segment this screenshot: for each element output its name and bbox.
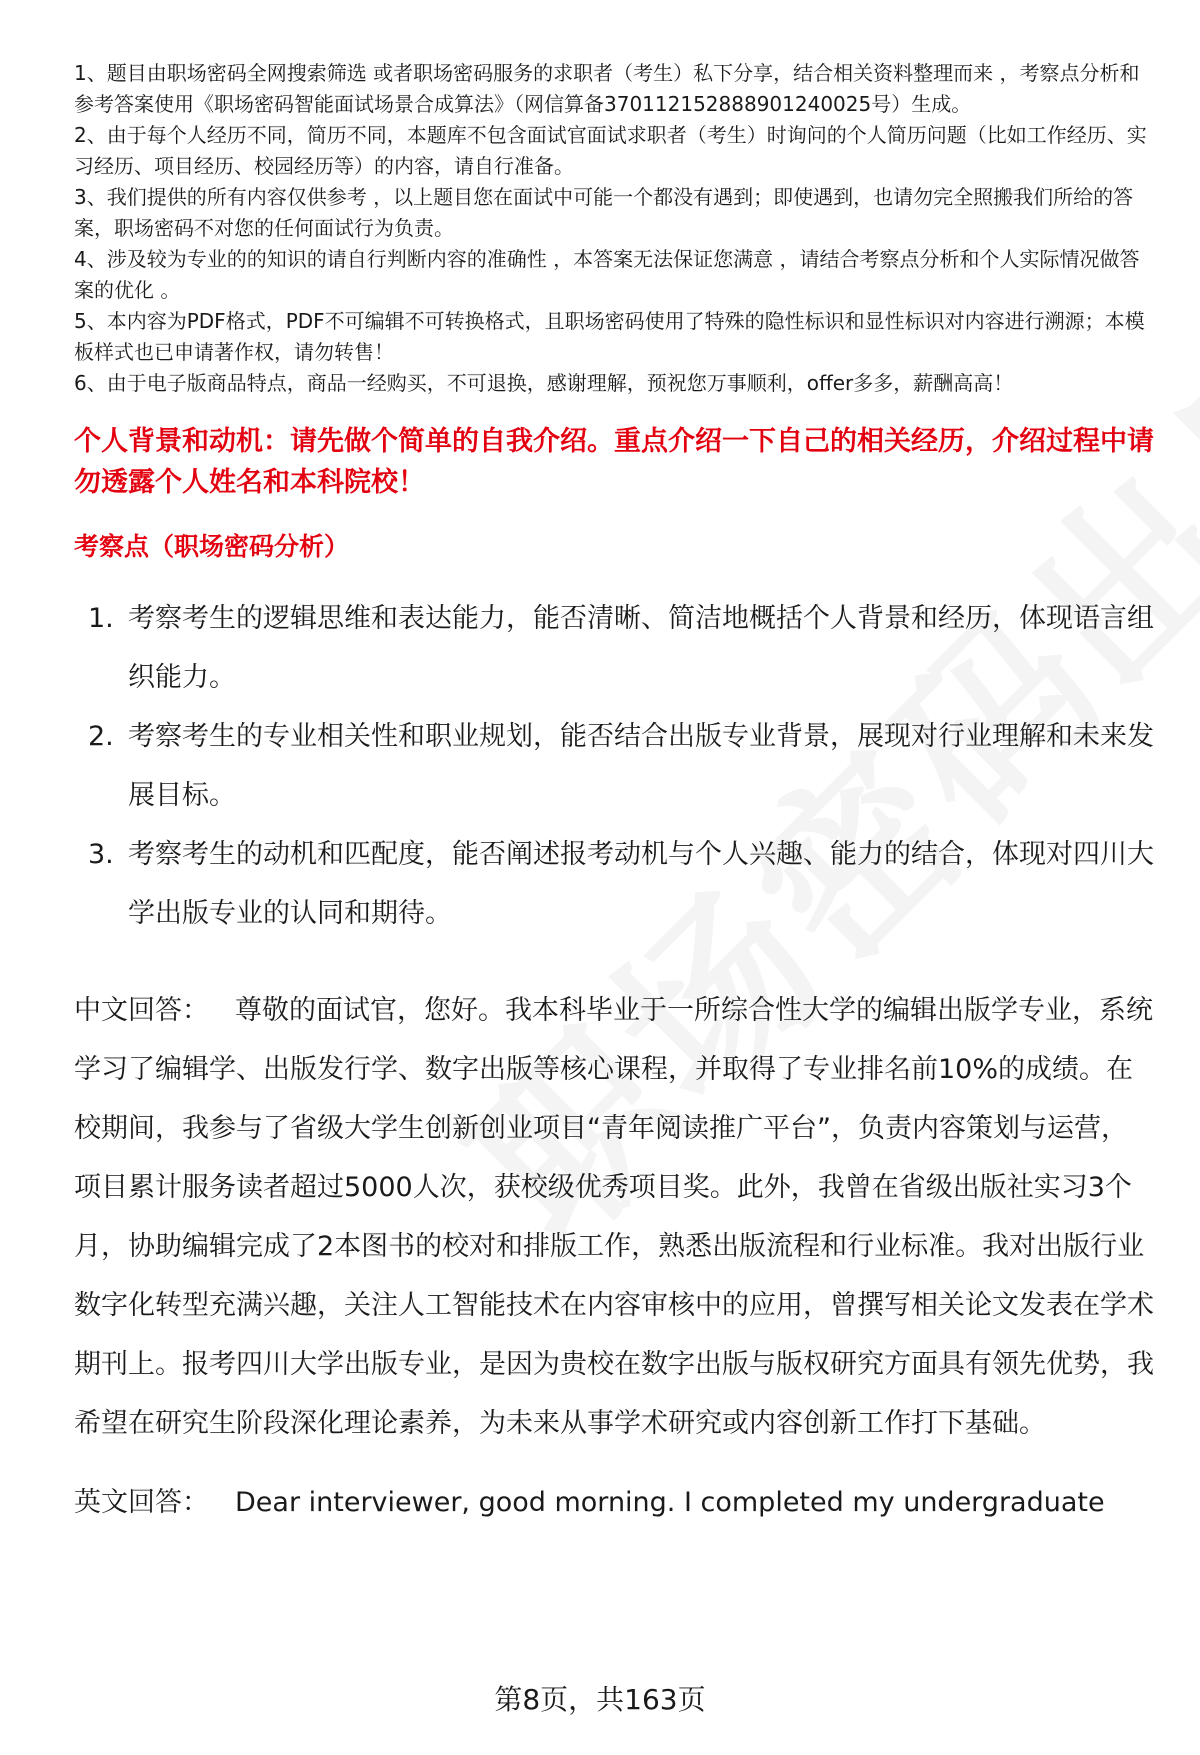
english-answer-text: Dear interviewer, good morning. I completed my undergraduate	[235, 1487, 1105, 1518]
list-item	[74, 825, 1154, 943]
chinese-answer	[74, 981, 1154, 1453]
disclaimer	[74, 58, 1154, 399]
list-number: 1.	[88, 603, 114, 634]
chinese-answer-label: 中文回答：	[74, 995, 209, 1026]
disclaimer-item: 5、本内容为PDF格式，PDF不可编辑不可转换格式，且职场密码使用了特殊的隐性标识和显性标识对内容进行溯源；本模板样式也已申请著作权，请勿转售！	[74, 309, 1145, 364]
list-item	[74, 707, 1154, 825]
section-title: 考察点（职场密码分析）	[74, 532, 350, 561]
list-number: 3.	[88, 839, 114, 870]
list-item	[74, 589, 1154, 707]
disclaimer-item: 6、由于电子版商品特点，商品一经购买，不可退换，感谢理解，预祝您万事顺利，offer多多，薪酬高高！	[74, 371, 1014, 395]
disclaimer-item: 3、我们提供的所有内容仅供参考 ，以上题目您在面试中可能一个都没有遇到；即使遇到，也请勿完全照搬我们所给的答案，职场密码不对您的任何面试行为负责。	[74, 185, 1134, 240]
list-item-text: 考察考生的逻辑思维和表达能力，能否清晰、简洁地概括个人背景和经历，体现语言组织能力。	[128, 603, 1154, 693]
list-item-text: 考察考生的动机和匹配度，能否阐述报考动机与个人兴趣、能力的结合，体现对四川大学出版专业的认同和期待。	[128, 839, 1154, 929]
chinese-answer-text: 尊敬的面试官，您好。我本科毕业于一所综合性大学的编辑出版学专业，系统学习了编辑学、出版发行学、数字出版等核心课程，并取得了专业排名前10%的成绩。在校期间，我参与了省级大学生创新创业项目“青年阅读推广平台”，负责内容策划与运营，项目累计服务读者超过5000人次，获校级优秀项目奖。此外，我曾在省级出版社实习3个月，协助编辑完成了2本图书的校对和排版工作，熟悉出版流程和行业标准。我对出版行业数字化转型充满兴趣，关注人工智能技术在内容审核中的应用，曾撰写相关论文发表在学术期刊上。报考四川大学出版专业，是因为贵校在数字出版与版权研究方面具有领先优势，我希望在研究生阶段深化理论素养，为未来从事学术研究或内容创新工作打下基础。	[74, 995, 1154, 1439]
english-answer-label: 英文回答：	[74, 1487, 209, 1518]
disclaimer-item: 4、涉及较为专业的的知识的请自行判断内容的准确性 ，本答案无法保证您满意 ，请结合考察点分析和个人实际情况做答案的优化 。	[74, 247, 1140, 302]
list-item-text: 考察考生的专业相关性和职业规划，能否结合出版专业背景，展现对行业理解和未来发展目标。	[128, 721, 1154, 811]
disclaimer-item: 1、题目由职场密码全网搜索筛选 或者职场密码服务的求职者（考生）私下分享，结合相关资料整理而来 ，考察点分析和参考答案使用《职场密码智能面试场景合成算法》（网信算备370112152888901240025号）生成。	[74, 61, 1140, 116]
disclaimer-item: 2、由于每个人经历不同，简历不同，本题库不包含面试官面试求职者（考生）时询问的个人简历问题（比如工作经历、实习经历、项目经历、校园经历等）的内容，请自行准备。	[74, 123, 1147, 178]
list-number: 2.	[88, 721, 114, 752]
question-heading: 个人背景和动机：请先做个简单的自我介绍。重点介绍一下自己的相关经历，介绍过程中请勿透露个人姓名和本科院校！	[74, 426, 1154, 498]
page-number-footer: 第8页，共163页	[494, 1683, 706, 1716]
english-answer	[74, 1473, 1154, 1532]
page-content	[74, 58, 1154, 1532]
assessment-points	[74, 589, 1154, 943]
